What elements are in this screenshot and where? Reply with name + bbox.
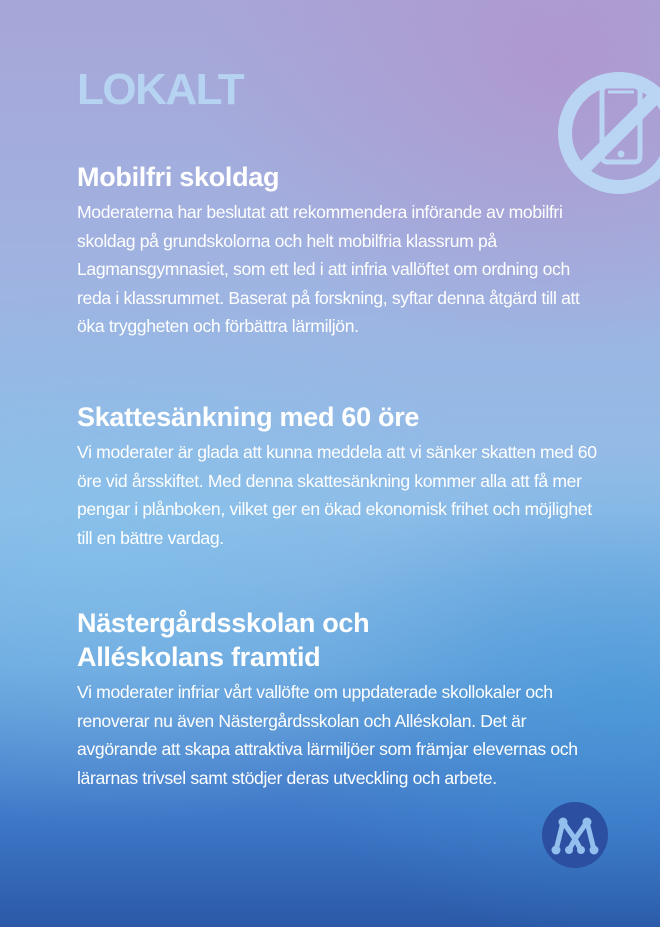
section-title-line-1: Nästergårdsskolan och — [77, 608, 370, 638]
section-body: Vi moderater infriar vårt vallöfte om uppdaterade skollokaler och renoverar nu även Nästergårdsskolan och Alléskolan. Det är avgörande att skapa attraktiva lärmiljöer som främjar elevernas och lärarnas trivsel samt stödjer deras utveckling och arbete. — [77, 682, 578, 788]
section-title — [77, 606, 597, 674]
section-title: Mobilfri skoldag — [77, 162, 280, 192]
section-schools-future — [77, 606, 597, 792]
section-tax-cut — [77, 400, 597, 552]
moderaterna-logo — [542, 802, 608, 868]
section-mobile-free-school-day — [77, 160, 597, 341]
section-title-line-2: Alléskolans framtid — [77, 642, 321, 672]
section-body: Vi moderater är glada att kunna meddela att vi sänker skatten med 60 öre vid årsskiftet. Med denna skattesänkning kommer alla att få mer pengar i plånboken, vilket ger en ökad ekonomisk frihet och möjlighet till en bättre vardag. — [77, 442, 597, 548]
section-body: Moderaterna har beslutat att rekommendera införande av mobilfri skoldag på grundskolorna och helt mobilfria klassrum på Lagmansgymnasiet, som ett led i att infria vallöftet om ordning och reda i klassrummet. Baserat på forskning, syftar denna åtgärd till att öka tryggheten och förbättra lärmiljön. — [77, 202, 580, 337]
page-title: LOKALT — [77, 65, 244, 114]
section-title: Skattesänkning med 60 öre — [77, 402, 420, 432]
